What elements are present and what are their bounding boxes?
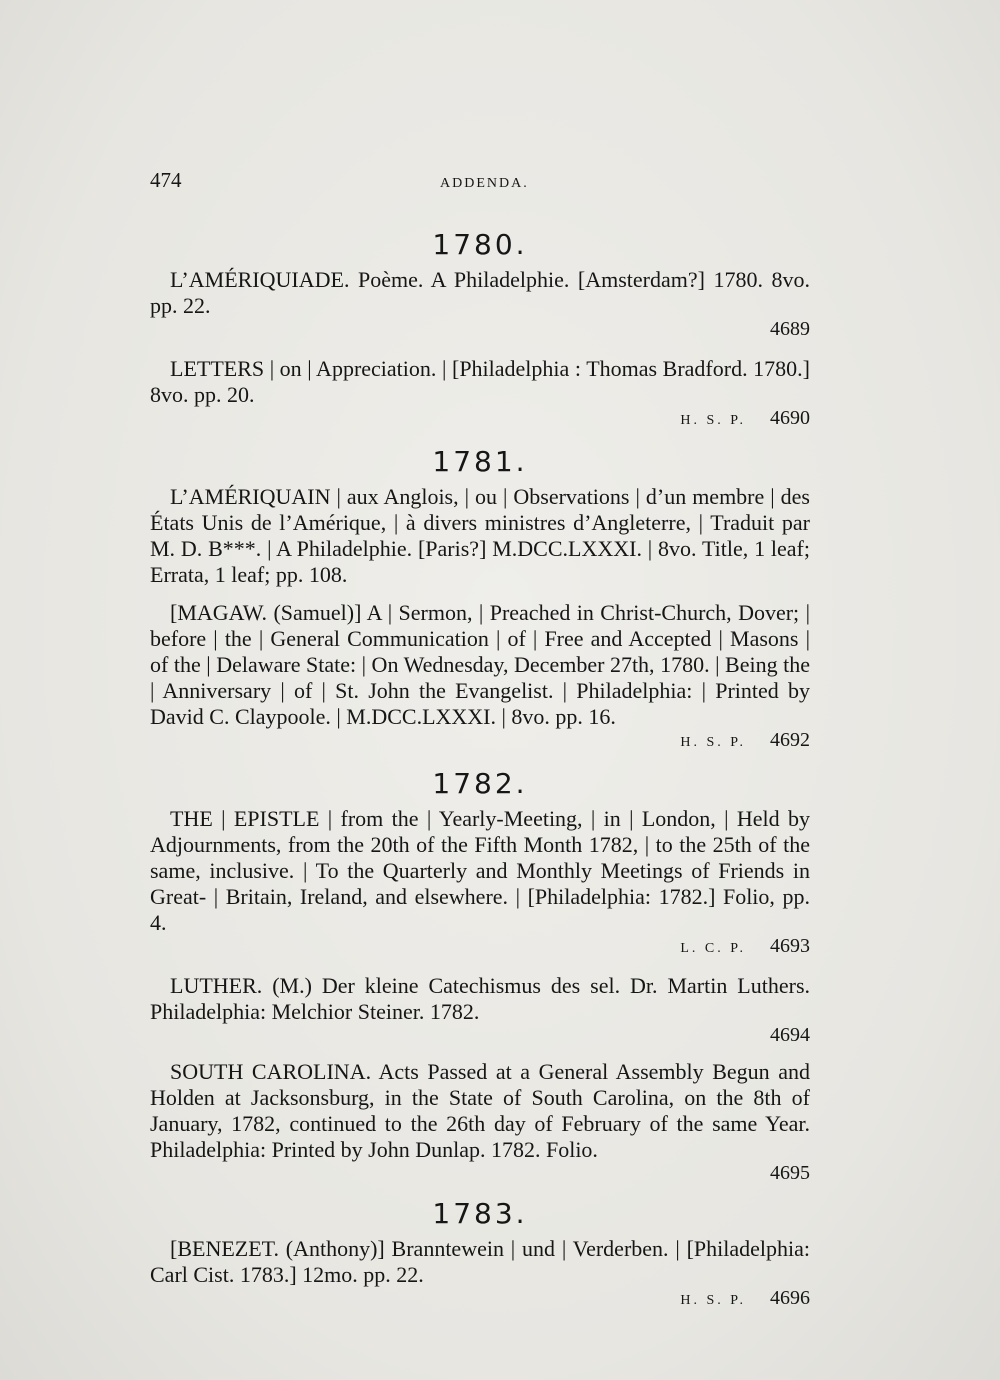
entry-text: [MAGAW. (Samuel)] A | Sermon, | Preached in Christ-Church, Dover; | before | the | General Communication | of | Free and Accepted | Masons | of the | Delaware State: | On Wednesday, December 27th, 1780. | Being the | Anniversary | of | St. John the Evangelist. | Philadelphia: | Printed by David C. Claypoole. | M.DCC.LXXXI. | 8vo. pp. 16. <box>150 600 810 729</box>
location-code: H. S. P. <box>680 735 746 750</box>
page-number: 474 <box>150 168 182 192</box>
entry-number: 4696 <box>770 1287 810 1309</box>
bib-entry <box>150 973 810 1047</box>
year-heading: 1781. <box>432 445 528 478</box>
entry-number: 4694 <box>770 1024 810 1046</box>
entry-number: 4692 <box>770 729 810 751</box>
entry-text: THE | EPISTLE | from the | Yearly-Meeting, | in | London, | Held by Adjournments, from the 20th of the Fifth Month 1782, | to the 25th of the same, inclusive. | To the Quarterly and Monthly Meetings of Friends in Great- | Britain, Ireland, and elsewhere. | [Philadelphia: 1782.] Folio, pp. 4. <box>150 806 810 935</box>
bib-entry <box>150 356 810 433</box>
year-heading: 1783. <box>432 1197 528 1230</box>
entry-number: 4689 <box>770 318 810 340</box>
bib-entry <box>150 806 810 961</box>
entry-text: L’AMÉRIQUIADE. Poème. A Philadelphie. [Amsterdam?] 1780. 8vo. pp. 22. <box>150 267 810 318</box>
entries-column <box>150 222 810 1325</box>
year-heading: 1782. <box>432 767 528 800</box>
bib-entry <box>150 1236 810 1313</box>
bib-entry <box>150 267 810 344</box>
location-code: H. S. P. <box>680 1293 746 1308</box>
bib-entry <box>150 484 810 588</box>
year-heading: 1780. <box>432 228 528 261</box>
entry-text: [BENEZET. (Anthony)] Branntewein | und | Verderben. | [Philadelphia: Carl Cist. 1783.] 12mo. pp. 22. <box>150 1236 810 1287</box>
running-head <box>150 168 810 198</box>
entry-text: SOUTH CAROLINA. Acts Passed at a General Assembly Begun and Holden at Jacksonsburg, in the State of South Carolina, on the 8th of January, 1782, continued to the 26th day of February of the same Year. Philadelphia: Printed by John Dunlap. 1782. Folio. <box>150 1059 810 1162</box>
entry-text: LUTHER. (M.) Der kleine Catechismus des sel. Dr. Martin Luthers. Philadelphia: Melchior Steiner. 1782. <box>150 973 810 1024</box>
entry-number: 4695 <box>770 1162 810 1184</box>
entry-text: L’AMÉRIQUAIN | aux Anglois, | ou | Observations | d’un membre | des États Unis de l’Amérique, | à divers ministres d’Angleterre, | Traduit par M. D. B***. | A Philadelphie. [Paris?] M.DCC.LXXXI. | 8vo. Title, 1 leaf; Errata, 1 leaf; pp. 108. <box>150 484 810 587</box>
location-code: L. C. P. <box>680 941 746 956</box>
location-code: H. S. P. <box>680 413 746 428</box>
running-head-title: ADDENDA. <box>440 176 529 191</box>
entry-number: 4690 <box>770 407 810 429</box>
entry-text: LETTERS | on | Appreciation. | [Philadelphia : Thomas Bradford. 1780.] 8vo. pp. 20. <box>150 356 810 407</box>
bib-entry <box>150 600 810 755</box>
bib-entry <box>150 1059 810 1185</box>
entry-number: 4693 <box>770 935 810 957</box>
